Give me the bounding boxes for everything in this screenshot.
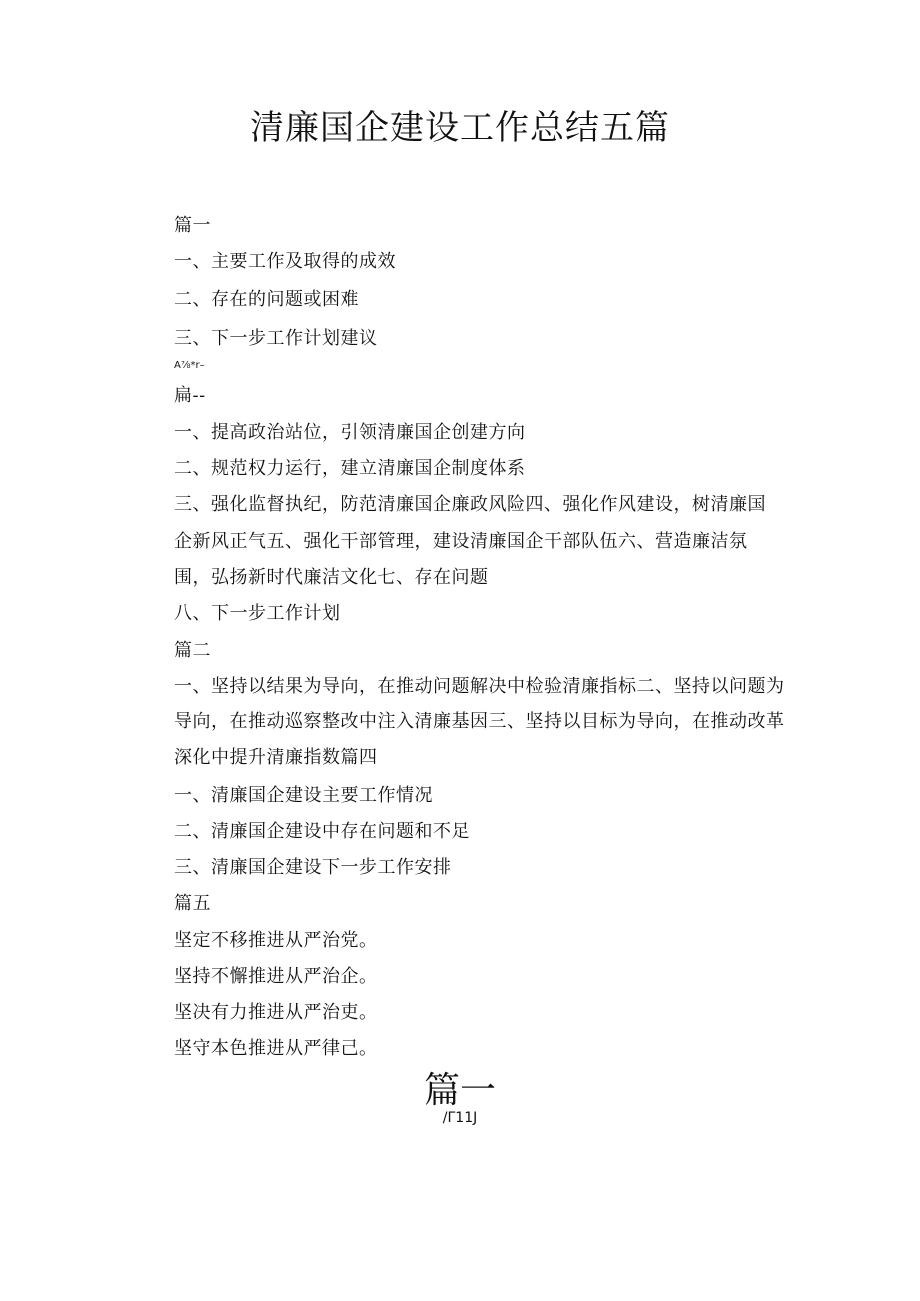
paragraph-line: 围，弘扬新时代廉洁文化七、存在问题 [174,567,489,588]
paragraph-line: 企新风正气五、强化干部管理，建设清廉国企干部队伍六、营造廉洁氛 [174,531,748,552]
paragraph-line: 三、强化监督执纪，防范清廉国企廉政风险四、强化作风建设，树清廉国 [174,494,766,515]
section-heading: 篇一 [423,1070,496,1111]
outline-item: 坚持不懈推进从严治企。 [174,966,378,987]
section-label-3: 篇二 [174,640,211,661]
outline-item: 坚决有力推进从严治吏。 [174,1002,378,1023]
outline-item: 一、提高政治站位，引领清廉国企创建方向 [174,422,526,443]
section-label-2: 扁-- [174,385,206,406]
outline-item: 坚守本色推进从严律己。 [174,1038,378,1059]
footer-mark: /Γ11J [442,1110,478,1126]
paragraph-line: 深化中提升清廉指数篇四 [174,747,378,768]
outline-item: 三、清廉国企建设下一步工作安排 [174,857,452,878]
outline-item: 二、清廉国企建设中存在问题和不足 [174,821,470,842]
document-title: 清廉国企建设工作总结五篇 [250,108,670,148]
section-label-1: 篇一 [174,215,211,236]
outline-item: 八、下一步工作计划 [174,603,341,624]
paragraph-line: 导向，在推动巡察整改中注入清廉基因三、坚持以目标为导向，在推动改革 [174,711,785,732]
outline-item: 三、下一步工作计划建议 [174,328,378,349]
outline-item: 坚定不移推进从严治党。 [174,930,378,951]
paragraph-line: 一、坚持以结果为导向，在推动问题解决中检验清廉指标二、坚持以问题为 [174,676,785,697]
section-label-5: 篇五 [174,893,211,914]
outline-item: 一、清廉国企建设主要工作情况 [174,785,433,806]
outline-item: 二、存在的问题或困难 [174,289,359,310]
outline-item: 一、主要工作及取得的成效 [174,251,396,272]
ocr-artifact-text: A⅞*r– [174,360,205,371]
outline-item: 二、规范权力运行，建立清廉国企制度体系 [174,458,526,479]
